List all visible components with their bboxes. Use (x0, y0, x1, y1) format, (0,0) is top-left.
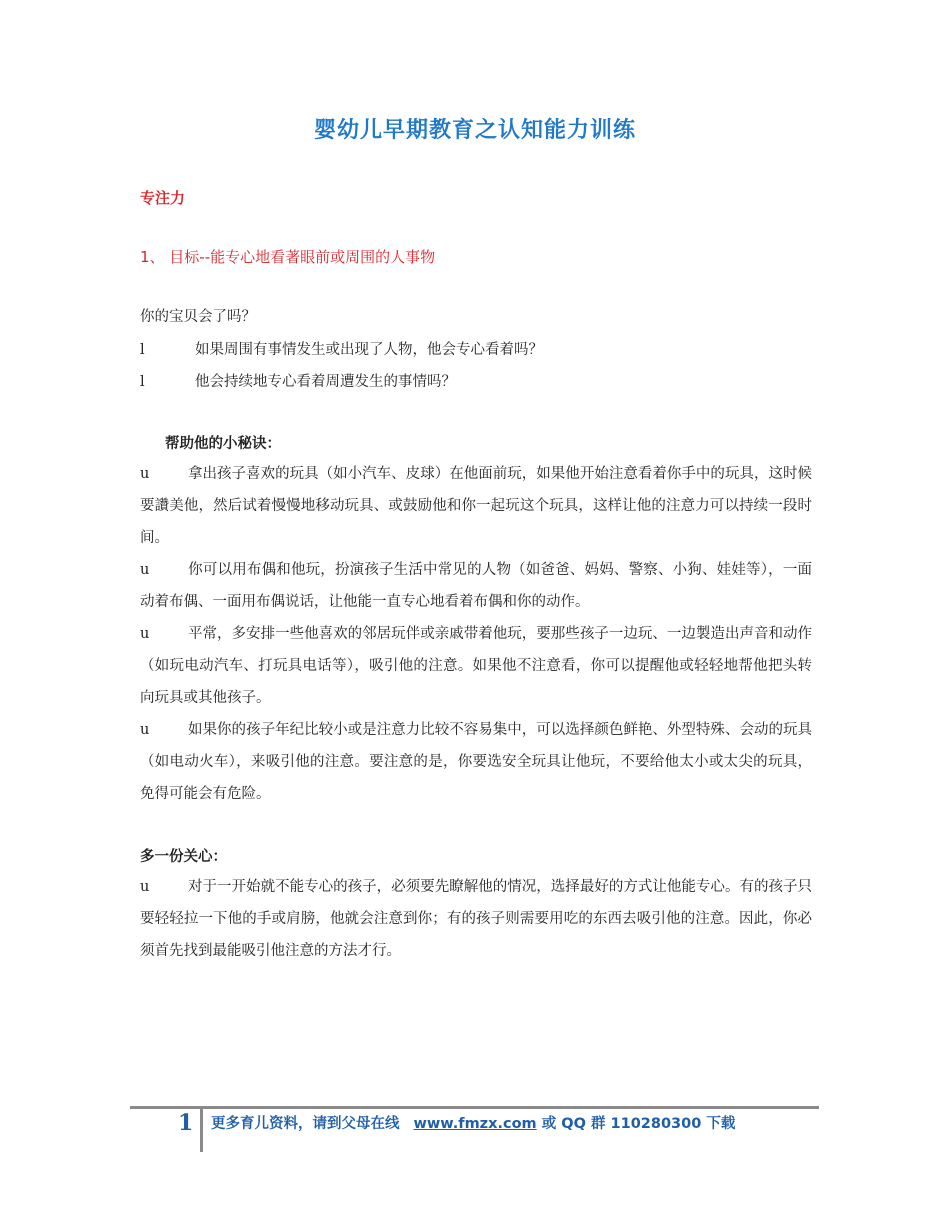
bullet-mark: u (140, 562, 150, 578)
bullet-mark: l (140, 342, 145, 358)
bullet-mark: l (140, 374, 145, 390)
goal-heading: 1、 目标--能专心地看著眼前或周围的人事物 (140, 248, 436, 266)
footer-text-after: 或 QQ 群 110280300 下载 (541, 1116, 736, 1132)
care-text: 对于一开始就不能专心的孩子，必须要先瞭解他的情况，选择最好的方式让他能专心。有的孩子只要轻轻拉一下他的手或肩膀，他就会注意到你；有的孩子则需要用吃的东西去吸引他的注意。因此，你必须首先找到最能吸引他注意的方法才行。 (140, 879, 812, 959)
tip-text: 如果你的孩子年纪比较小或是注意力比较不容易集中，可以选择颜色鲜艳、外型特殊、会动的玩具（如电动火车），来吸引他的注意。要注意的是，你要选安全玩具让他玩，不要给他太小或太尖的玩具，免得可能会有危险。 (140, 722, 812, 802)
tip-paragraph (140, 618, 812, 714)
care-paragraph (140, 871, 812, 967)
tip-paragraph (140, 554, 812, 618)
footer-text-before: 更多育儿资料，请到父母在线 (211, 1116, 400, 1132)
question-item (140, 370, 456, 391)
bullet-mark: u (140, 879, 150, 895)
question-intro: 你的宝贝会了吗？ (140, 309, 256, 325)
footer-link[interactable]: www.fmzx.com (413, 1116, 537, 1132)
footer-text (211, 1112, 735, 1133)
question-text: 如果周围有事情发生或出现了人物，他会专心看着吗？ (195, 342, 543, 358)
bullet-mark: u (140, 466, 150, 482)
tip-paragraph (140, 458, 812, 554)
care-heading: 多一份关心： (140, 849, 227, 865)
bullet-mark: u (140, 626, 150, 642)
tip-text: 你可以用布偶和他玩，扮演孩子生活中常见的人物（如爸爸、妈妈、警察、小狗、娃娃等），一面动着布偶、一面用布偶说话，让他能一直专心地看着布偶和你的动作。 (140, 562, 812, 610)
question-text: 他会持续地专心看着周遭发生的事情吗？ (195, 374, 456, 390)
section-heading: 专注力 (140, 189, 186, 207)
tip-text: 拿出孩子喜欢的玩具（如小汽车、皮球）在他面前玩，如果他开始注意看着你手中的玩具，这时候要讚美他，然后试着慢慢地移动玩具、或鼓励他和你一起玩这个玩具，这样让他的注意力可以持续一段时间。 (140, 466, 812, 546)
bullet-mark: u (140, 722, 150, 738)
tips-heading: 帮助他的小秘诀： (165, 436, 281, 452)
page-title: 婴幼儿早期教育之认知能力训练 (313, 118, 636, 143)
footer-vertical-divider (200, 1108, 203, 1152)
tip-text: 平常，多安排一些他喜欢的邻居玩伴或亲戚带着他玩，要那些孩子一边玩、一边製造出声音和动作（如玩电动汽车、打玩具电话等），吸引他的注意。如果他不注意看，你可以提醒他或轻轻地帮他把头转向玩具或其他孩子。 (140, 626, 812, 706)
question-item (140, 338, 543, 359)
page-number: 1 (178, 1110, 194, 1136)
footer-divider (130, 1106, 819, 1109)
tip-paragraph (140, 714, 812, 810)
